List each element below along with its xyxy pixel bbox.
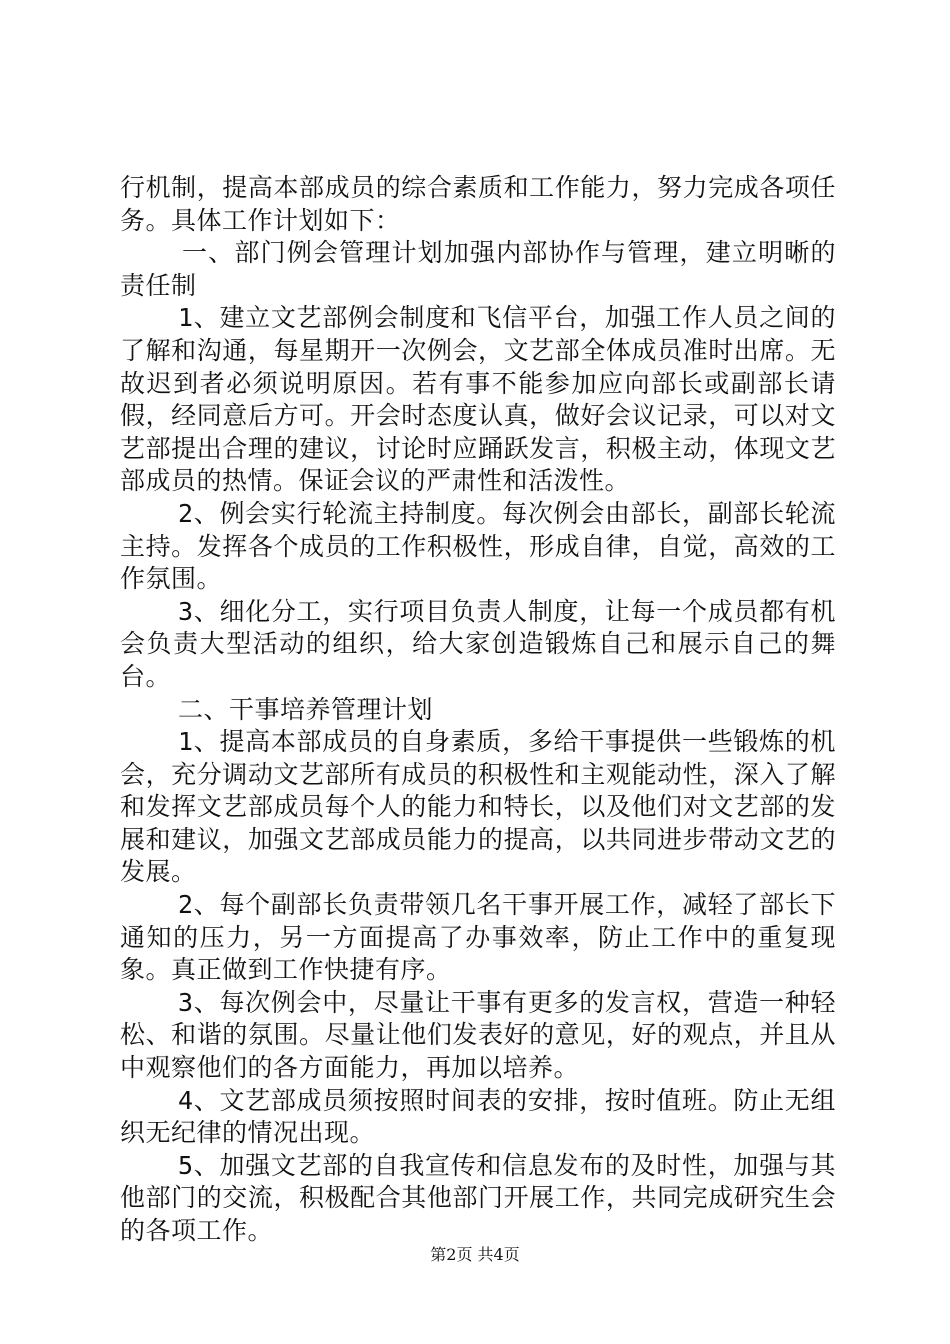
page-number-footer: 第2页 共4页 [430,1245,520,1264]
paragraph-meeting-1: 1、建立文艺部例会制度和飞信平台，加强工作人员之间的了解和沟通，每星期开一次例会，文艺部全体成员准时出席。无故迟到者必须说明原因。若有事不能参加应向部长或副部长请假，经同意后方可。开会时态度认真，做好会议记录，可以对文艺部提出合理的建议，讨论时应踊跃发言，积极主动，体现文艺部成员的热情。保证会议的严肃性和活泼性。 [120,303,836,496]
paragraph-training-5: 5、加强文艺部的自我宣传和信息发布的及时性，加强与其他部门的交流，积极配合其他部门开展工作，共同完成研究生会的各项工作。 [120,1150,836,1245]
section-heading-meeting: 一、部门例会管理计划加强内部协作与管理，建立明晰的责任制 [120,238,836,300]
paragraph-intro: 行机制，提高本部成员的综合素质和工作能力，努力完成各项任务。具体工作计划如下： [120,173,836,235]
paragraph-meeting-3: 3、细化分工，实行项目负责人制度，让每一个成员都有机会负责大型活动的组织，给大家创造锻炼自己和展示自己的舞台。 [120,596,836,691]
paragraph-training-4: 4、文艺部成员须按照时间表的安排，按时值班。防止无组织无纪律的情况出现。 [120,1085,836,1148]
section-heading-training: 二、干事培养管理计划 [178,694,434,724]
paragraph-meeting-2: 2、例会实行轮流主持制度。每次例会由部长，副部长轮流主持。发挥各个成员的工作积极性，形成自律，自觉，高效的工作氛围。 [120,498,836,594]
document-body [120,172,836,1248]
paragraph-training-3: 3、每次例会中，尽量让干事有更多的发言权，营造一种轻松、和谐的氛围。尽量让他们发表好的意见，好的观点，并且从中观察他们的各方面能力，再加以培养。 [120,987,836,1083]
paragraph-training-1: 1、提高本部成员的自身素质，多给干事提供一些锻炼的机会，充分调动文艺部所有成员的积极性和主观能动性，深入了解和发挥文艺部成员每个人的能力和特长，以及他们对文艺部的发展和建议，加强文艺部成员能力的提高，以共同进步带动文艺的发展。 [120,727,836,887]
paragraph-training-2: 2、每个副部长负责带领几名干事开展工作，减轻了部长下通知的压力，另一方面提高了办事效率，防止工作中的重复现象。真正做到工作快捷有序。 [120,890,836,985]
